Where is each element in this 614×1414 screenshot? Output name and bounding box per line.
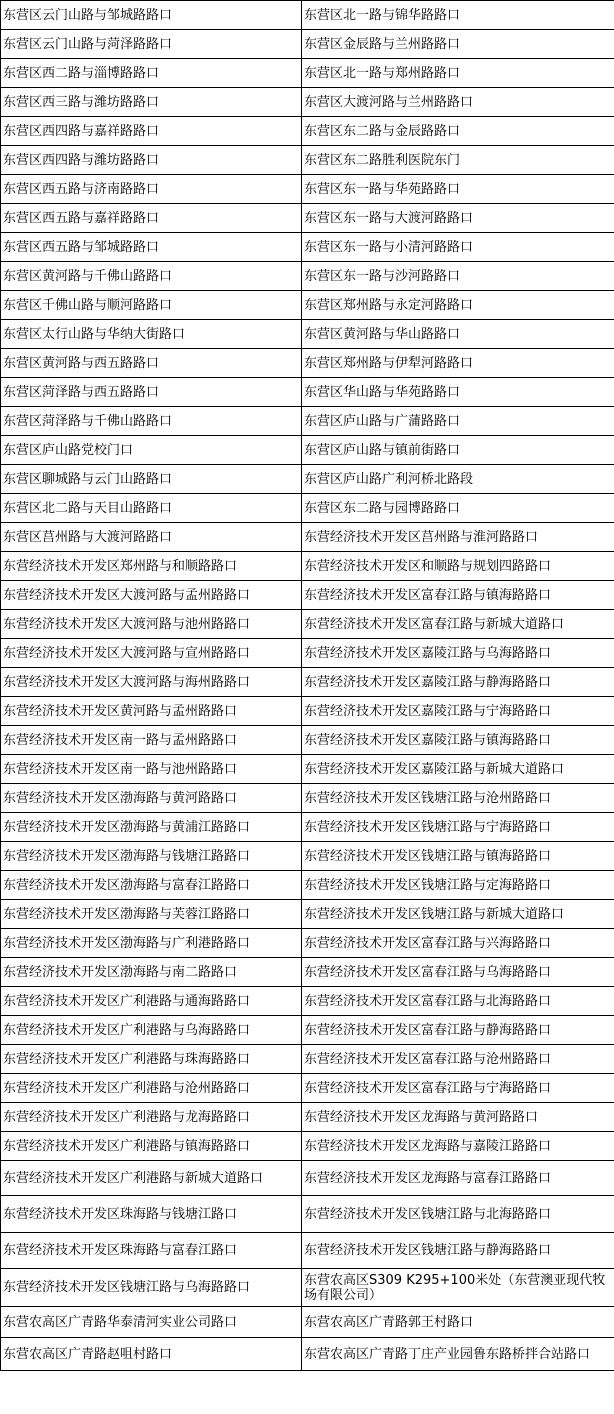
location-cell-right: 东营区华山路与华苑路路口 (302, 378, 614, 407)
location-cell-left: 东营区黄河路与千佛山路路口 (1, 262, 302, 291)
location-cell-left: 东营经济技术开发区郑州路与和顺路路口 (1, 552, 302, 581)
table-row (1, 320, 614, 349)
table-row (1, 697, 614, 726)
table-row (1, 262, 614, 291)
table-row (1, 465, 614, 494)
location-cell-right: 东营经济技术开发区富春江路与乌海路路口 (302, 958, 614, 987)
table-row (1, 958, 614, 987)
table-row (1, 1307, 614, 1338)
location-cell-left: 东营经济技术开发区黄河路与孟州路路口 (1, 697, 302, 726)
table-row (1, 871, 614, 900)
table-row (1, 929, 614, 958)
location-cell-left: 东营区西四路与嘉祥路路口 (1, 117, 302, 146)
location-cell-right: 东营经济技术开发区嘉陵江路与新城大道路口 (302, 755, 614, 784)
location-cell-left: 东营区西五路与济南路路口 (1, 175, 302, 204)
location-cell-left: 东营经济技术开发区渤海路与广利港路路口 (1, 929, 302, 958)
location-cell-left: 东营区黄河路与西五路路口 (1, 349, 302, 378)
location-cell-right: 东营区东一路与沙河路路口 (302, 262, 614, 291)
location-cell-right: 东营经济技术开发区钱塘江路与静海路路口 (302, 1233, 614, 1269)
table-row (1, 1016, 614, 1045)
table-row (1, 146, 614, 175)
table-row (1, 1, 614, 30)
location-cell-right: 东营经济技术开发区嘉陵江路与静海路路口 (302, 668, 614, 697)
location-cell-right: 东营经济技术开发区嘉陵江路与宁海路路口 (302, 697, 614, 726)
location-cell-left: 东营经济技术开发区渤海路与黄浦江路路口 (1, 813, 302, 842)
location-cell-left: 东营经济技术开发区南一路与孟州路路口 (1, 726, 302, 755)
location-cell-left: 东营区西四路与潍坊路路口 (1, 146, 302, 175)
location-cell-left: 东营经济技术开发区大渡河路与宣州路路口 (1, 639, 302, 668)
location-cell-right: 东营经济技术开发区和顺路与规划四路路口 (302, 552, 614, 581)
location-cell-left: 东营经济技术开发区渤海路与芙蓉江路路口 (1, 900, 302, 929)
table-row (1, 552, 614, 581)
location-cell-left: 东营区北二路与天目山路路口 (1, 494, 302, 523)
table-row (1, 1338, 614, 1371)
table-row (1, 1132, 614, 1161)
location-cell-right: 东营经济技术开发区钱塘江路与宁海路路口 (302, 813, 614, 842)
table-row (1, 668, 614, 697)
location-cell-left: 东营经济技术开发区珠海路与钱塘江路口 (1, 1196, 302, 1233)
location-cell-right: 东营农高区S309 K295+100米处（东营澳亚现代牧场有限公司） (302, 1269, 614, 1307)
table-row (1, 900, 614, 929)
table-row (1, 88, 614, 117)
table-row (1, 1103, 614, 1132)
location-cell-left: 东营经济技术开发区渤海路与钱塘江路路口 (1, 842, 302, 871)
location-cell-left: 东营经济技术开发区广利港路与通海路路口 (1, 987, 302, 1016)
table-row (1, 755, 614, 784)
location-cell-left: 东营区菏泽路与千佛山路路口 (1, 407, 302, 436)
table-row (1, 378, 614, 407)
location-cell-right: 东营经济技术开发区富春江路与新城大道路口 (302, 610, 614, 639)
location-cell-left: 东营经济技术开发区南一路与池州路路口 (1, 755, 302, 784)
table-row (1, 581, 614, 610)
location-cell-left: 东营经济技术开发区渤海路与黄河路路口 (1, 784, 302, 813)
location-cell-left: 东营区千佛山路与顺河路路口 (1, 291, 302, 320)
location-cell-left: 东营经济技术开发区渤海路与南二路路口 (1, 958, 302, 987)
table-row (1, 291, 614, 320)
location-cell-right: 东营经济技术开发区钱塘江路与定海路路口 (302, 871, 614, 900)
location-cell-right: 东营经济技术开发区钱塘江路与镇海路路口 (302, 842, 614, 871)
location-cell-right: 东营经济技术开发区钱塘江路与沧州路路口 (302, 784, 614, 813)
location-cell-left: 东营区西五路与嘉祥路路口 (1, 204, 302, 233)
location-cell-right: 东营经济技术开发区嘉陵江路与乌海路路口 (302, 639, 614, 668)
table-row (1, 407, 614, 436)
location-cell-right: 东营经济技术开发区富春江路与沧州路路口 (302, 1045, 614, 1074)
location-cell-left: 东营经济技术开发区广利港路与珠海路路口 (1, 1045, 302, 1074)
table-row (1, 1269, 614, 1307)
location-cell-right: 东营农高区广青路丁庄产业园鲁东路桥拌合站路口 (302, 1338, 614, 1371)
table-row (1, 1074, 614, 1103)
table-row (1, 175, 614, 204)
location-cell-left: 东营经济技术开发区大渡河路与海州路路口 (1, 668, 302, 697)
location-cell-right: 东营区东一路与华苑路路口 (302, 175, 614, 204)
location-cell-right: 东营区庐山路与广蒲路路口 (302, 407, 614, 436)
location-cell-right: 东营区北一路与郑州路路口 (302, 59, 614, 88)
location-cell-left: 东营区太行山路与华纳大街路口 (1, 320, 302, 349)
location-cell-right: 东营区郑州路与永定河路路口 (302, 291, 614, 320)
table-row (1, 842, 614, 871)
location-cell-left: 东营区云门山路与邹城路路口 (1, 1, 302, 30)
location-cell-right: 东营经济技术开发区嘉陵江路与镇海路路口 (302, 726, 614, 755)
table-row (1, 349, 614, 378)
location-cell-right: 东营农高区广青路郭王村路口 (302, 1307, 614, 1338)
location-cell-right: 东营区东二路胜利医院东门 (302, 146, 614, 175)
table-row (1, 639, 614, 668)
location-cell-left: 东营经济技术开发区大渡河路与池州路路口 (1, 610, 302, 639)
location-cell-right: 东营区大渡河路与兰州路路口 (302, 88, 614, 117)
location-cell-left: 东营农高区广青路华泰清河实业公司路口 (1, 1307, 302, 1338)
table-row (1, 204, 614, 233)
location-cell-right: 东营区黄河路与华山路路口 (302, 320, 614, 349)
table-row (1, 233, 614, 262)
location-cell-right: 东营区东二路与园博路路口 (302, 494, 614, 523)
table-row (1, 523, 614, 552)
table-body (1, 1, 614, 1371)
location-cell-left: 东营经济技术开发区珠海路与富春江路口 (1, 1233, 302, 1269)
location-cell-right: 东营区北一路与锦华路路口 (302, 1, 614, 30)
table-row (1, 117, 614, 146)
location-cell-left: 东营区聊城路与云门山路路口 (1, 465, 302, 494)
table-row (1, 813, 614, 842)
location-cell-left: 东营区西二路与淄博路路口 (1, 59, 302, 88)
table-row (1, 30, 614, 59)
location-cell-left: 东营经济技术开发区广利港路与沧州路路口 (1, 1074, 302, 1103)
location-cell-right: 东营经济技术开发区莒州路与淮河路路口 (302, 523, 614, 552)
location-cell-right: 东营经济技术开发区富春江路与北海路路口 (302, 987, 614, 1016)
location-cell-right: 东营经济技术开发区龙海路与黄河路路口 (302, 1103, 614, 1132)
location-cell-right: 东营经济技术开发区富春江路与兴海路路口 (302, 929, 614, 958)
location-cell-left: 东营经济技术开发区渤海路与富春江路路口 (1, 871, 302, 900)
table-row (1, 1233, 614, 1269)
location-cell-left: 东营经济技术开发区广利港路与镇海路路口 (1, 1132, 302, 1161)
location-cell-left: 东营经济技术开发区广利港路与新城大道路口 (1, 1161, 302, 1196)
location-cell-left: 东营区庐山路党校门口 (1, 436, 302, 465)
table-row (1, 784, 614, 813)
location-cell-left: 东营农高区广青路赵咀村路口 (1, 1338, 302, 1371)
table-row (1, 59, 614, 88)
location-cell-left: 东营经济技术开发区广利港路与龙海路路口 (1, 1103, 302, 1132)
location-cell-left: 东营区西五路与邹城路路口 (1, 233, 302, 262)
location-cell-right: 东营经济技术开发区龙海路与富春江路路口 (302, 1161, 614, 1196)
location-cell-right: 东营区东一路与大渡河路路口 (302, 204, 614, 233)
location-cell-right: 东营区庐山路广利河桥北路段 (302, 465, 614, 494)
location-cell-right: 东营经济技术开发区龙海路与嘉陵江路路口 (302, 1132, 614, 1161)
table-row (1, 1196, 614, 1233)
location-cell-left: 东营经济技术开发区大渡河路与孟州路路口 (1, 581, 302, 610)
location-cell-right: 东营区东二路与金辰路路口 (302, 117, 614, 146)
table-row (1, 987, 614, 1016)
location-cell-left: 东营经济技术开发区广利港路与乌海路路口 (1, 1016, 302, 1045)
table-row (1, 1161, 614, 1196)
location-cell-left: 东营区菏泽路与西五路路口 (1, 378, 302, 407)
location-cell-right: 东营区庐山路与镇前街路口 (302, 436, 614, 465)
location-cell-left: 东营经济技术开发区钱塘江路与乌海路路口 (1, 1269, 302, 1307)
table-row (1, 726, 614, 755)
table-row (1, 494, 614, 523)
location-cell-left: 东营区莒州路与大渡河路路口 (1, 523, 302, 552)
location-cell-right: 东营经济技术开发区钱塘江路与北海路路口 (302, 1196, 614, 1233)
location-cell-right: 东营经济技术开发区富春江路与镇海路路口 (302, 581, 614, 610)
table-row (1, 610, 614, 639)
location-cell-right: 东营区金辰路与兰州路路口 (302, 30, 614, 59)
location-cell-right: 东营区郑州路与伊犁河路路口 (302, 349, 614, 378)
table-row (1, 436, 614, 465)
location-cell-right: 东营经济技术开发区富春江路与宁海路路口 (302, 1074, 614, 1103)
location-cell-left: 东营区云门山路与菏泽路路口 (1, 30, 302, 59)
location-cell-right: 东营区东一路与小清河路路口 (302, 233, 614, 262)
table-row (1, 1045, 614, 1074)
location-cell-right: 东营经济技术开发区富春江路与静海路路口 (302, 1016, 614, 1045)
location-cell-right: 东营经济技术开发区钱塘江路与新城大道路口 (302, 900, 614, 929)
location-cell-left: 东营区西三路与潍坊路路口 (1, 88, 302, 117)
